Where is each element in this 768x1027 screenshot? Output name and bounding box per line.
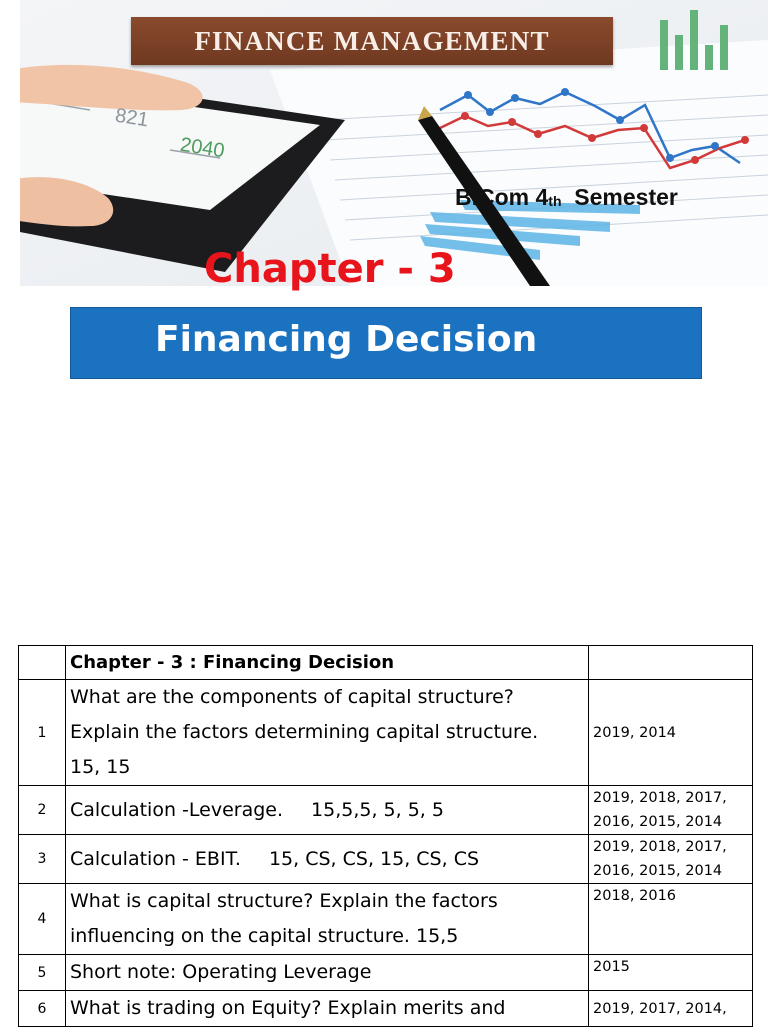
header-topic-cell: Chapter - 3 : Financing Decision: [66, 646, 589, 680]
question-line: What is trading on Equity? Explain merits and: [70, 997, 506, 1019]
hand-finger: [20, 65, 203, 110]
question-topic: Calculation - EBIT.: [70, 847, 241, 870]
question-table: [18, 645, 753, 1027]
row-number: 5: [19, 955, 66, 991]
row-question: [66, 835, 589, 884]
semester-label: [455, 184, 678, 211]
year-line: 2019, 2018, 2017,: [593, 790, 727, 806]
tablet-number-1: 821: [113, 104, 150, 132]
row-number: 6: [19, 991, 66, 1027]
row-number: 2: [19, 786, 66, 835]
question-line: Short note: Operating Leverage: [70, 961, 372, 983]
chapter-title: Financing Decision: [155, 319, 538, 360]
row-question: [66, 680, 589, 786]
year-line: 2018, 2016: [593, 888, 677, 904]
finance-management-banner: [131, 17, 613, 65]
question-line: Explain the factors determining capital structure.: [70, 721, 539, 743]
header-years-cell: [589, 646, 753, 680]
row-years: [589, 835, 753, 884]
row-question: [66, 991, 589, 1027]
question-line: 15, 15: [70, 756, 131, 778]
row-number: 4: [19, 884, 66, 955]
year-line: 2015: [593, 959, 630, 975]
year-line: 2016, 2015, 2014: [593, 814, 723, 830]
course-suffix: th: [548, 193, 562, 209]
table-row: [19, 955, 753, 991]
header-num-cell: [19, 646, 66, 680]
table-row: [19, 835, 753, 884]
row-years: [589, 991, 753, 1027]
question-line: influencing on the capital structure. 15,5: [70, 925, 459, 947]
table-row: [19, 680, 753, 786]
chapter-heading: Chapter - 3: [204, 246, 456, 292]
question-line: What is capital structure? Explain the factors: [70, 890, 498, 912]
question-topic: Calculation -Leverage.: [70, 798, 284, 821]
banner-title: FINANCE MANAGEMENT: [194, 25, 550, 56]
question-marks: 15, CS, CS, 15, CS, CS: [268, 847, 480, 870]
row-years: [589, 680, 753, 786]
course-name: B.Com 4: [455, 184, 549, 210]
row-number: 3: [19, 835, 66, 884]
row-question: [66, 884, 589, 955]
year-line: 2019, 2018, 2017,: [593, 839, 727, 855]
tablet-number-2: 2040: [178, 133, 227, 163]
year-line: 2016, 2015, 2014: [593, 863, 723, 879]
table-row: [19, 991, 753, 1027]
chapter-title-bar: [70, 307, 702, 379]
row-years: [589, 955, 753, 991]
table-row: [19, 786, 753, 835]
row-number: 1: [19, 680, 66, 786]
year-line: 2019, 2014: [593, 724, 677, 741]
year-line: 2019, 2017, 2014,: [593, 1000, 727, 1017]
semester-word: Semester: [574, 184, 678, 210]
row-years: [589, 884, 753, 955]
question-marks: 15,5,5, 5, 5, 5: [311, 798, 444, 821]
row-years: [589, 786, 753, 835]
row-question: [66, 955, 589, 991]
row-question: [66, 786, 589, 835]
question-line: What are the components of capital structure?: [70, 686, 514, 708]
table-row: [19, 884, 753, 955]
table-header-row: [19, 646, 753, 680]
